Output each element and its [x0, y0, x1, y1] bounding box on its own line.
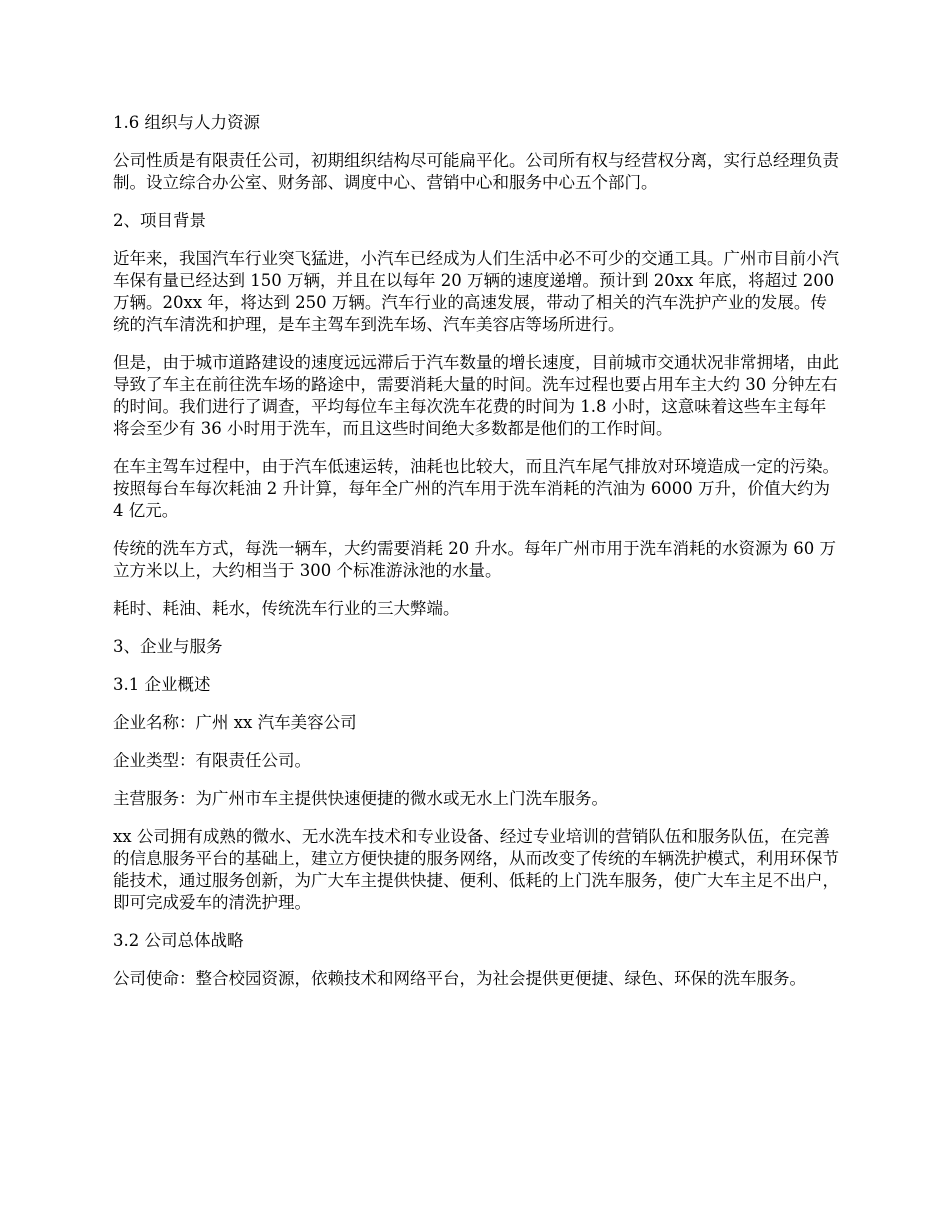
- heading-2: 2、项目背景: [113, 211, 206, 230]
- paragraph-main-service: 主营服务：为广州市车主提供快速便捷的微水或无水上门洗车服务。: [113, 789, 608, 808]
- heading-3-2: 3.2 公司总体战略: [113, 931, 244, 950]
- paragraph-background-1: 近年来，我国汽车行业突飞猛进，小汽车已经成为人们生活中必不可少的交通工具。广州市目前小汽车保有量已经达到 150 万辆，并且在以每年 20 万辆的速度递增。预计到 20xx 年底，将超过 200 万辆。20xx 年，将达到 250 万辆。汽车行业的高速发展，带动了相关的汽车洗护产业的发展。传统的汽车清洗和护理，是车主驾车到洗车场、汽车美容店等场所进行。: [113, 249, 839, 334]
- heading-1-6: 1.6 组织与人力资源: [113, 113, 260, 132]
- paragraph-mission: 公司使命：整合校园资源，依赖技术和网络平台，为社会提供更便捷、绿色、环保的洗车服务。: [113, 969, 806, 988]
- paragraph-background-3: 在车主驾车过程中，由于汽车低速运转，油耗也比较大，而且汽车尾气排放对环境造成一定的污染。按照每台车每次耗油 2 升计算，每年全广州的汽车用于洗车消耗的汽油为 6000 万升，价值大约为 4 亿元。: [113, 457, 839, 520]
- heading-3: 3、企业与服务: [113, 637, 223, 656]
- paragraph-background-2: 但是，由于城市道路建设的速度远远滞后于汽车数量的增长速度，目前城市交通状况非常拥堵，由此导致了车主在前往洗车场的路途中，需要消耗大量的时间。洗车过程也要占用车主大约 30 分钟左右的时间。我们进行了调查，平均每位车主每次洗车花费的时间为 1.8 小时，这意味着这些车主每年将会至少有 36 小时用于洗车，而且这些时间绝大多数都是他们的工作时间。: [113, 353, 839, 438]
- document-body: [113, 112, 841, 1006]
- paragraph-company-type: 企业类型：有限责任公司。: [113, 751, 311, 770]
- paragraph-background-5: 耗时、耗油、耗水，传统洗车行业的三大弊端。: [113, 599, 460, 618]
- paragraph-background-4: 传统的洗车方式，每洗一辆车，大约需要消耗 20 升水。每年广州市用于洗车消耗的水资源为 60 万立方米以上，大约相当于 300 个标准游泳池的水量。: [113, 539, 836, 580]
- paragraph-company-overview: xx 公司拥有成熟的微水、无水洗车技术和专业设备、经过专业培训的营销队伍和服务队伍，在完善的信息服务平台的基础上，建立方便快捷的服务网络，从而改变了传统的车辆洗护模式，利用环保节能技术，通过服务创新，为广大车主提供快捷、便利、低耗的上门洗车服务，使广大车主足不出户，即可完成爱车的清洗护理。: [113, 827, 839, 912]
- paragraph-org-structure: 公司性质是有限责任公司，初期组织结构尽可能扁平化。公司所有权与经营权分离，实行总经理负责制。设立综合办公室、财务部、调度中心、营销中心和服务中心五个部门。: [113, 151, 839, 192]
- heading-3-1: 3.1 企业概述: [113, 675, 211, 694]
- paragraph-company-name: 企业名称：广州 xx 汽车美容公司: [113, 713, 357, 732]
